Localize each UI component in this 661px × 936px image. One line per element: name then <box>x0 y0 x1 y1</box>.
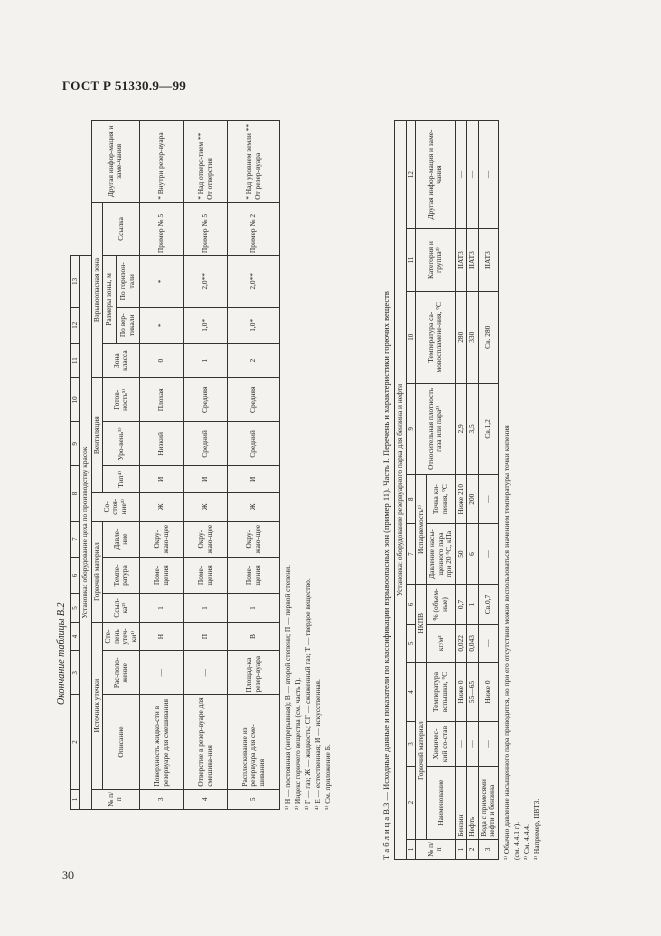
table-row <box>478 121 498 860</box>
col-header-autoignition: Температура са-мовоспламене-ния, °С <box>415 291 455 383</box>
table-cell: * <box>140 256 184 308</box>
table-cell: 1 <box>406 839 415 859</box>
footnote: ³⁾ Например, IIВТ3. <box>531 798 541 860</box>
table-cell: Отверстие в резер-вуаре для смешива-ния <box>184 695 228 789</box>
table-cell: 200 <box>467 475 479 524</box>
table-cell: 55—65 <box>467 662 479 722</box>
table-cell: 2 <box>467 839 479 859</box>
table-cell: Нефть <box>467 766 479 839</box>
table-cell: Окру-жаю-щее <box>228 521 280 557</box>
table-cell: Средняя <box>184 378 228 422</box>
table-cell: Площад-ка резер-вуара <box>228 651 280 695</box>
table-cell: 1 <box>228 594 280 623</box>
col-header-vapor-pressure: Давление насы-щенного пара при 20 °С, кПа <box>427 524 456 585</box>
table-cell: И <box>140 466 184 493</box>
col-header-number: № п/п <box>415 839 455 859</box>
table-cell: 6 <box>406 584 415 624</box>
table-cell: Средний <box>228 422 280 466</box>
table-cell: Поверхность жидко-сти в резервуаре для смешивания <box>140 695 184 789</box>
table-b3-subtitle: Установка: оборудование резервуарного парка для бензина и нефти <box>395 121 407 860</box>
table-cell: — <box>467 121 479 229</box>
col-header-boiling-point: Точка ки-пения, °С <box>427 475 456 524</box>
table-cell: И <box>228 466 280 493</box>
col-header-vent-level: Уро-вень⁵⁾ <box>103 422 140 466</box>
table-cell: Вода с примесями нефти и бензина <box>478 766 498 839</box>
table-cell: 4 <box>71 622 80 650</box>
table-cell: 2 <box>406 766 415 839</box>
col-header-chemical: Химичес-кий со-став <box>427 722 456 766</box>
table-cell: Св.1,2 <box>478 383 498 475</box>
table-row <box>140 121 184 810</box>
table-cell: Пример № 2 <box>228 202 280 255</box>
table-cell: 1 <box>467 584 479 624</box>
table-cell: Средний <box>184 422 228 466</box>
column-numbers-row <box>71 121 80 810</box>
table-b3-footnotes <box>502 115 542 860</box>
table-cell: 1 <box>71 789 80 809</box>
col-header-description: Описание <box>103 695 140 789</box>
table-cell: * Внутри резер-вуара <box>140 121 184 203</box>
footnote: ²⁾ См. 4.4.4. <box>521 824 531 860</box>
table-cell: 11 <box>406 229 415 292</box>
table-cell: — <box>184 651 228 695</box>
table-cell: — <box>455 722 467 766</box>
footnote: ¹⁾ Обычно давление насыщенного пара приводится, но при его отсутствии можно воспользоваться значением температуры точки кипения <box>501 425 511 860</box>
table-cell: * Над отверс-тием ** От отверстия <box>184 121 228 203</box>
table-cell: Ж <box>140 493 184 521</box>
table-cell: 8 <box>406 475 415 524</box>
col-header-lfl: НКПВ <box>415 584 427 662</box>
col-header-flammable: Горючий материал <box>91 521 103 622</box>
table-cell: Поме-щения <box>184 557 228 593</box>
table-b3-caption: Т а б л и ц а В.3 — Исходные данные и показатели по классификации взрывоопасных зон (пример 11). Часть I. Перечень и характеристики горючих веществ <box>381 291 391 860</box>
table-cell: — <box>478 524 498 585</box>
table-cell: В <box>228 622 280 650</box>
table-cell: Низкий <box>140 422 184 466</box>
col-header-flammable: Горючий материал <box>415 662 427 839</box>
col-header-pressure: Давле-ние <box>103 521 140 557</box>
table-cell: 2 <box>228 343 280 377</box>
table-cell: 280 <box>455 291 467 383</box>
table-cell: 7 <box>406 524 415 585</box>
table-cell: 11 <box>71 343 80 377</box>
col-header-volatility: Испаряемость¹⁾ <box>415 475 427 585</box>
table-b2 <box>70 120 280 810</box>
table-cell: Св.0,7 <box>478 584 498 624</box>
table-cell: — <box>140 651 184 695</box>
col-header-leak-source: Источник утечки <box>91 622 103 789</box>
col-header-zone-class: Зона класса <box>103 343 140 377</box>
table-cell: Н <box>140 622 184 650</box>
column-numbers-row <box>406 121 415 860</box>
table-cell: Плохая <box>140 378 184 422</box>
table-cell: 2,0** <box>184 256 228 308</box>
table-cell: Ж <box>184 493 228 521</box>
table-cell: 5 <box>406 625 415 663</box>
table-cell: * Над уровнем земли ** От резер-вуара <box>228 121 280 203</box>
col-header-state: Со-стоя-ние³⁾ <box>91 493 140 521</box>
footnote: (см. 4.4.1 г). <box>511 821 521 860</box>
col-header-density: Относительная плотность газа или пара²⁾ <box>415 383 455 475</box>
table-cell: 9 <box>406 383 415 475</box>
table-b2-block <box>70 110 370 810</box>
col-header-ventilation: Вентиляция <box>91 378 103 493</box>
table-row <box>455 121 467 860</box>
table-cell: 8 <box>71 466 80 521</box>
table-cell: 2,0** <box>228 256 280 308</box>
table-cell: 1,0* <box>184 307 228 343</box>
col-header-vent-readiness: Готов-ность⁵⁾ <box>103 378 140 422</box>
table-cell: 3 <box>71 651 80 695</box>
table-b2-footnotes <box>283 110 333 810</box>
footnote: ²⁾ Индекс горючего вещества (см. часть I). <box>293 677 303 810</box>
table-cell: — <box>478 722 498 766</box>
footnote: ⁵⁾ См. приложение Б. <box>323 744 333 810</box>
table-cell: 1 <box>184 594 228 623</box>
col-header-vertical: По вер-тикали <box>116 307 140 343</box>
table-cell: 10 <box>71 378 80 422</box>
table-cell: 10 <box>406 291 415 383</box>
col-header-vent-type: Тип⁴⁾ <box>103 466 140 493</box>
col-header-number: № п/п <box>91 789 140 809</box>
col-header-category: Категория и группа³⁾ <box>415 229 455 292</box>
table-cell: 0,043 <box>467 625 479 663</box>
table-cell: — <box>478 475 498 524</box>
table-cell: 3 <box>140 789 184 809</box>
page-number: 30 <box>62 868 74 882</box>
table-cell: — <box>478 625 498 663</box>
table-row <box>228 121 280 810</box>
table-cell: 1 <box>455 839 467 859</box>
table-cell: Св. 280 <box>478 291 498 383</box>
table-b3 <box>394 120 499 860</box>
table-cell: И <box>184 466 228 493</box>
col-header-reference: Ссыл-ка²⁾ <box>103 594 140 623</box>
col-header-zone-size: Размеры зоны, м <box>103 256 117 344</box>
table-cell: Средняя <box>228 378 280 422</box>
table-cell: 7 <box>71 521 80 557</box>
table-cell: 9 <box>71 422 80 466</box>
table-cell: Ниже 210 <box>455 475 467 524</box>
table-cell: — <box>467 722 479 766</box>
col-header-temperature: Темпе-ратура <box>103 557 140 593</box>
table-cell: 1 <box>140 594 184 623</box>
document-header: ГОСТ Р 51330.9—99 <box>62 78 187 93</box>
table-row <box>184 121 228 810</box>
col-header-zone-reference: Ссылка <box>103 202 140 255</box>
table-cell: Пример № 5 <box>184 202 228 255</box>
col-header-other: Другая инфор-мация и заме-чания <box>415 121 455 229</box>
table-cell: Ж <box>228 493 280 521</box>
table-cell: 1 <box>184 343 228 377</box>
table-row <box>467 121 479 860</box>
table-cell: П <box>184 622 228 650</box>
col-header-flash-point: Температура вспышки, °С <box>427 662 456 722</box>
table-cell: 4 <box>406 662 415 722</box>
table-cell: 13 <box>71 256 80 308</box>
table-cell: IIАТ3 <box>455 229 467 292</box>
table-cell: 5 <box>228 789 280 809</box>
footnote: ³⁾ Г — газ; Ж — жидкость; СГ — сжиженный газ; Т — твердое вещество. <box>303 578 313 810</box>
col-header-horizontal: По горизон-тали <box>116 256 140 308</box>
table-cell: 3 <box>406 722 415 766</box>
table-cell: 0 <box>140 343 184 377</box>
table-cell: 6 <box>71 557 80 593</box>
table-cell: 1,0* <box>228 307 280 343</box>
table-cell: 4 <box>184 789 228 809</box>
col-header-location: Рас-поло-жение <box>103 651 140 695</box>
table-cell: IIАТ3 <box>467 229 479 292</box>
table-cell: 330 <box>467 291 479 383</box>
table-cell: 12 <box>406 121 415 229</box>
table-continuation-label: Окончание таблицы В.2 <box>56 602 67 705</box>
table-cell: Бензин <box>455 766 467 839</box>
col-header-hazard-area: Взрывоопасная зона <box>91 202 103 377</box>
col-header-degree: Сте-пень утеч-ки¹⁾ <box>103 622 140 650</box>
table-cell: * <box>140 307 184 343</box>
table-cell: Окру-жаю-щее <box>184 521 228 557</box>
table-cell: Окру-жаю-щее <box>140 521 184 557</box>
table-cell: 0,7 <box>455 584 467 624</box>
col-header-name: Наименование <box>427 766 456 839</box>
table-cell: Ниже 0 <box>478 662 498 722</box>
table-cell: IIАТ3 <box>478 229 498 292</box>
table-cell: Расплескивание из резервуара для сме-шивания <box>228 695 280 789</box>
table-b3-block <box>378 115 608 860</box>
table-cell: 2 <box>71 695 80 789</box>
table-cell: — <box>478 121 498 229</box>
footnote: ⁴⁾ Е — естественная; И — искусственная. <box>313 679 323 810</box>
table-cell: 6 <box>467 524 479 585</box>
table-cell: 12 <box>71 307 80 343</box>
footnote: ¹⁾ Н — постоянная (непрерывная); В — второй степени; П — первой степени. <box>283 565 293 810</box>
table-cell: 5 <box>71 594 80 623</box>
table-cell: 3 <box>478 839 498 859</box>
table-cell: Поме-щения <box>140 557 184 593</box>
table-cell: Пример № 5 <box>140 202 184 255</box>
table-cell: 2,9 <box>455 383 467 475</box>
table-cell: 50 <box>455 524 467 585</box>
table-cell: Поме-щения <box>228 557 280 593</box>
table-b2-title: Установка: оборудование цеха по производству красок <box>80 256 92 810</box>
table-cell: Ниже 0 <box>455 662 467 722</box>
table-cell: 0,022 <box>455 625 467 663</box>
col-header-kgm3: кг/м³ <box>427 625 456 663</box>
col-header-vol-percent: % (объем-ные) <box>427 584 456 624</box>
col-header-other: Другая инфор-мация и заме-чания <box>91 121 140 203</box>
table-cell: 3,5 <box>467 383 479 475</box>
table-cell: — <box>455 121 467 229</box>
